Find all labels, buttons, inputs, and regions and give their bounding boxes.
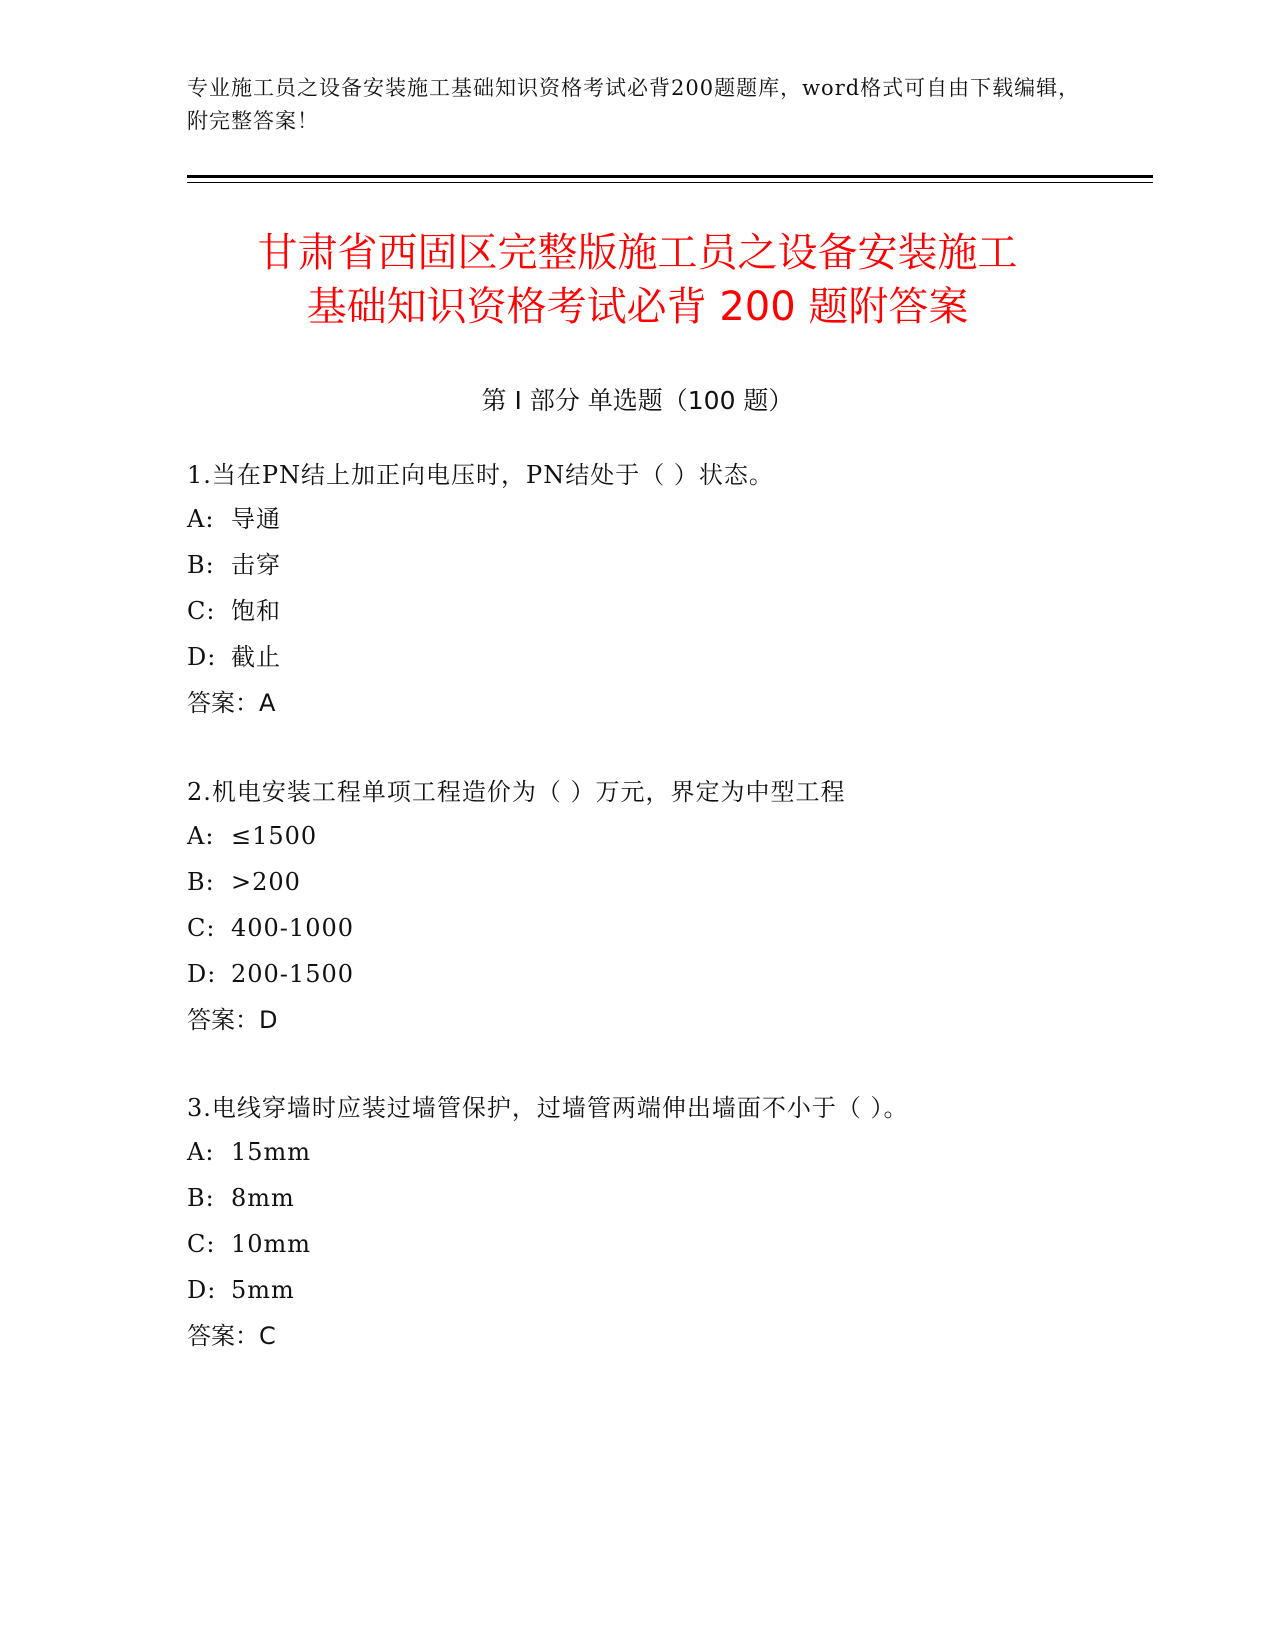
option-text: 8mm: [231, 1184, 295, 1212]
option-text: >200: [231, 868, 301, 896]
question-3: [187, 1092, 1147, 1360]
option-c: [187, 1228, 1147, 1274]
question-stem: 3.电线穿墙时应装过墙管保护，过墙管两端伸出墙面不小于（ ）。: [187, 1094, 909, 1122]
option-label: B:: [187, 551, 215, 579]
option-label: D:: [187, 960, 217, 988]
option-d: [187, 958, 1147, 1004]
document-title-line-1: 甘肃省西固区完整版施工员之设备安装施工: [257, 230, 1018, 276]
option-label: D:: [187, 1276, 217, 1304]
option-text: 饱和: [231, 597, 281, 625]
question-1: [187, 459, 1147, 727]
section-title: 第 I 部分 单选题（100 题）: [481, 386, 794, 415]
option-text: 击穿: [231, 551, 281, 579]
option-d: [187, 641, 1147, 687]
option-a: [187, 503, 1147, 549]
answer: 答案：D: [187, 1006, 278, 1034]
option-label: A:: [187, 505, 215, 533]
question-2: [187, 776, 1147, 1044]
option-label: B:: [187, 868, 215, 896]
option-c: [187, 912, 1147, 958]
document-title: [150, 226, 1125, 334]
header-rule-thin: [187, 182, 1153, 183]
question-stem: 2.机电安装工程单项工程造价为（ ）万元，界定为中型工程: [187, 778, 846, 806]
option-a: [187, 1136, 1147, 1182]
option-label: A:: [187, 1138, 215, 1166]
option-text: 10mm: [231, 1230, 312, 1258]
option-label: A:: [187, 822, 215, 850]
option-text: 截止: [231, 643, 281, 671]
option-text: 15mm: [231, 1138, 312, 1166]
option-b: [187, 1182, 1147, 1228]
option-text: 5mm: [231, 1276, 295, 1304]
option-label: C:: [187, 1230, 216, 1258]
option-c: [187, 595, 1147, 641]
option-d: [187, 1274, 1147, 1320]
option-text: ≤1500: [231, 822, 318, 850]
answer: 答案：C: [187, 1322, 276, 1350]
header-rule-thick: [187, 175, 1153, 178]
option-text: 导通: [231, 505, 281, 533]
option-label: B:: [187, 1184, 215, 1212]
document-title-line-2: 基础知识资格考试必背 200 题附答案: [306, 284, 969, 330]
option-b: [187, 866, 1147, 912]
option-b: [187, 549, 1147, 595]
option-text: 200-1500: [231, 960, 354, 988]
option-label: C:: [187, 597, 216, 625]
question-stem: 1.当在PN结上加正向电压时，PN结处于（ ）状态。: [187, 461, 774, 489]
header-note: 专业施工员之设备安装施工基础知识资格考试必背200题题库，word格式可自由下载编辑，附完整答案！: [187, 76, 1081, 133]
option-a: [187, 820, 1147, 866]
option-text: 400-1000: [231, 914, 354, 942]
option-label: D:: [187, 643, 217, 671]
answer: 答案：A: [187, 689, 276, 717]
option-label: C:: [187, 914, 216, 942]
